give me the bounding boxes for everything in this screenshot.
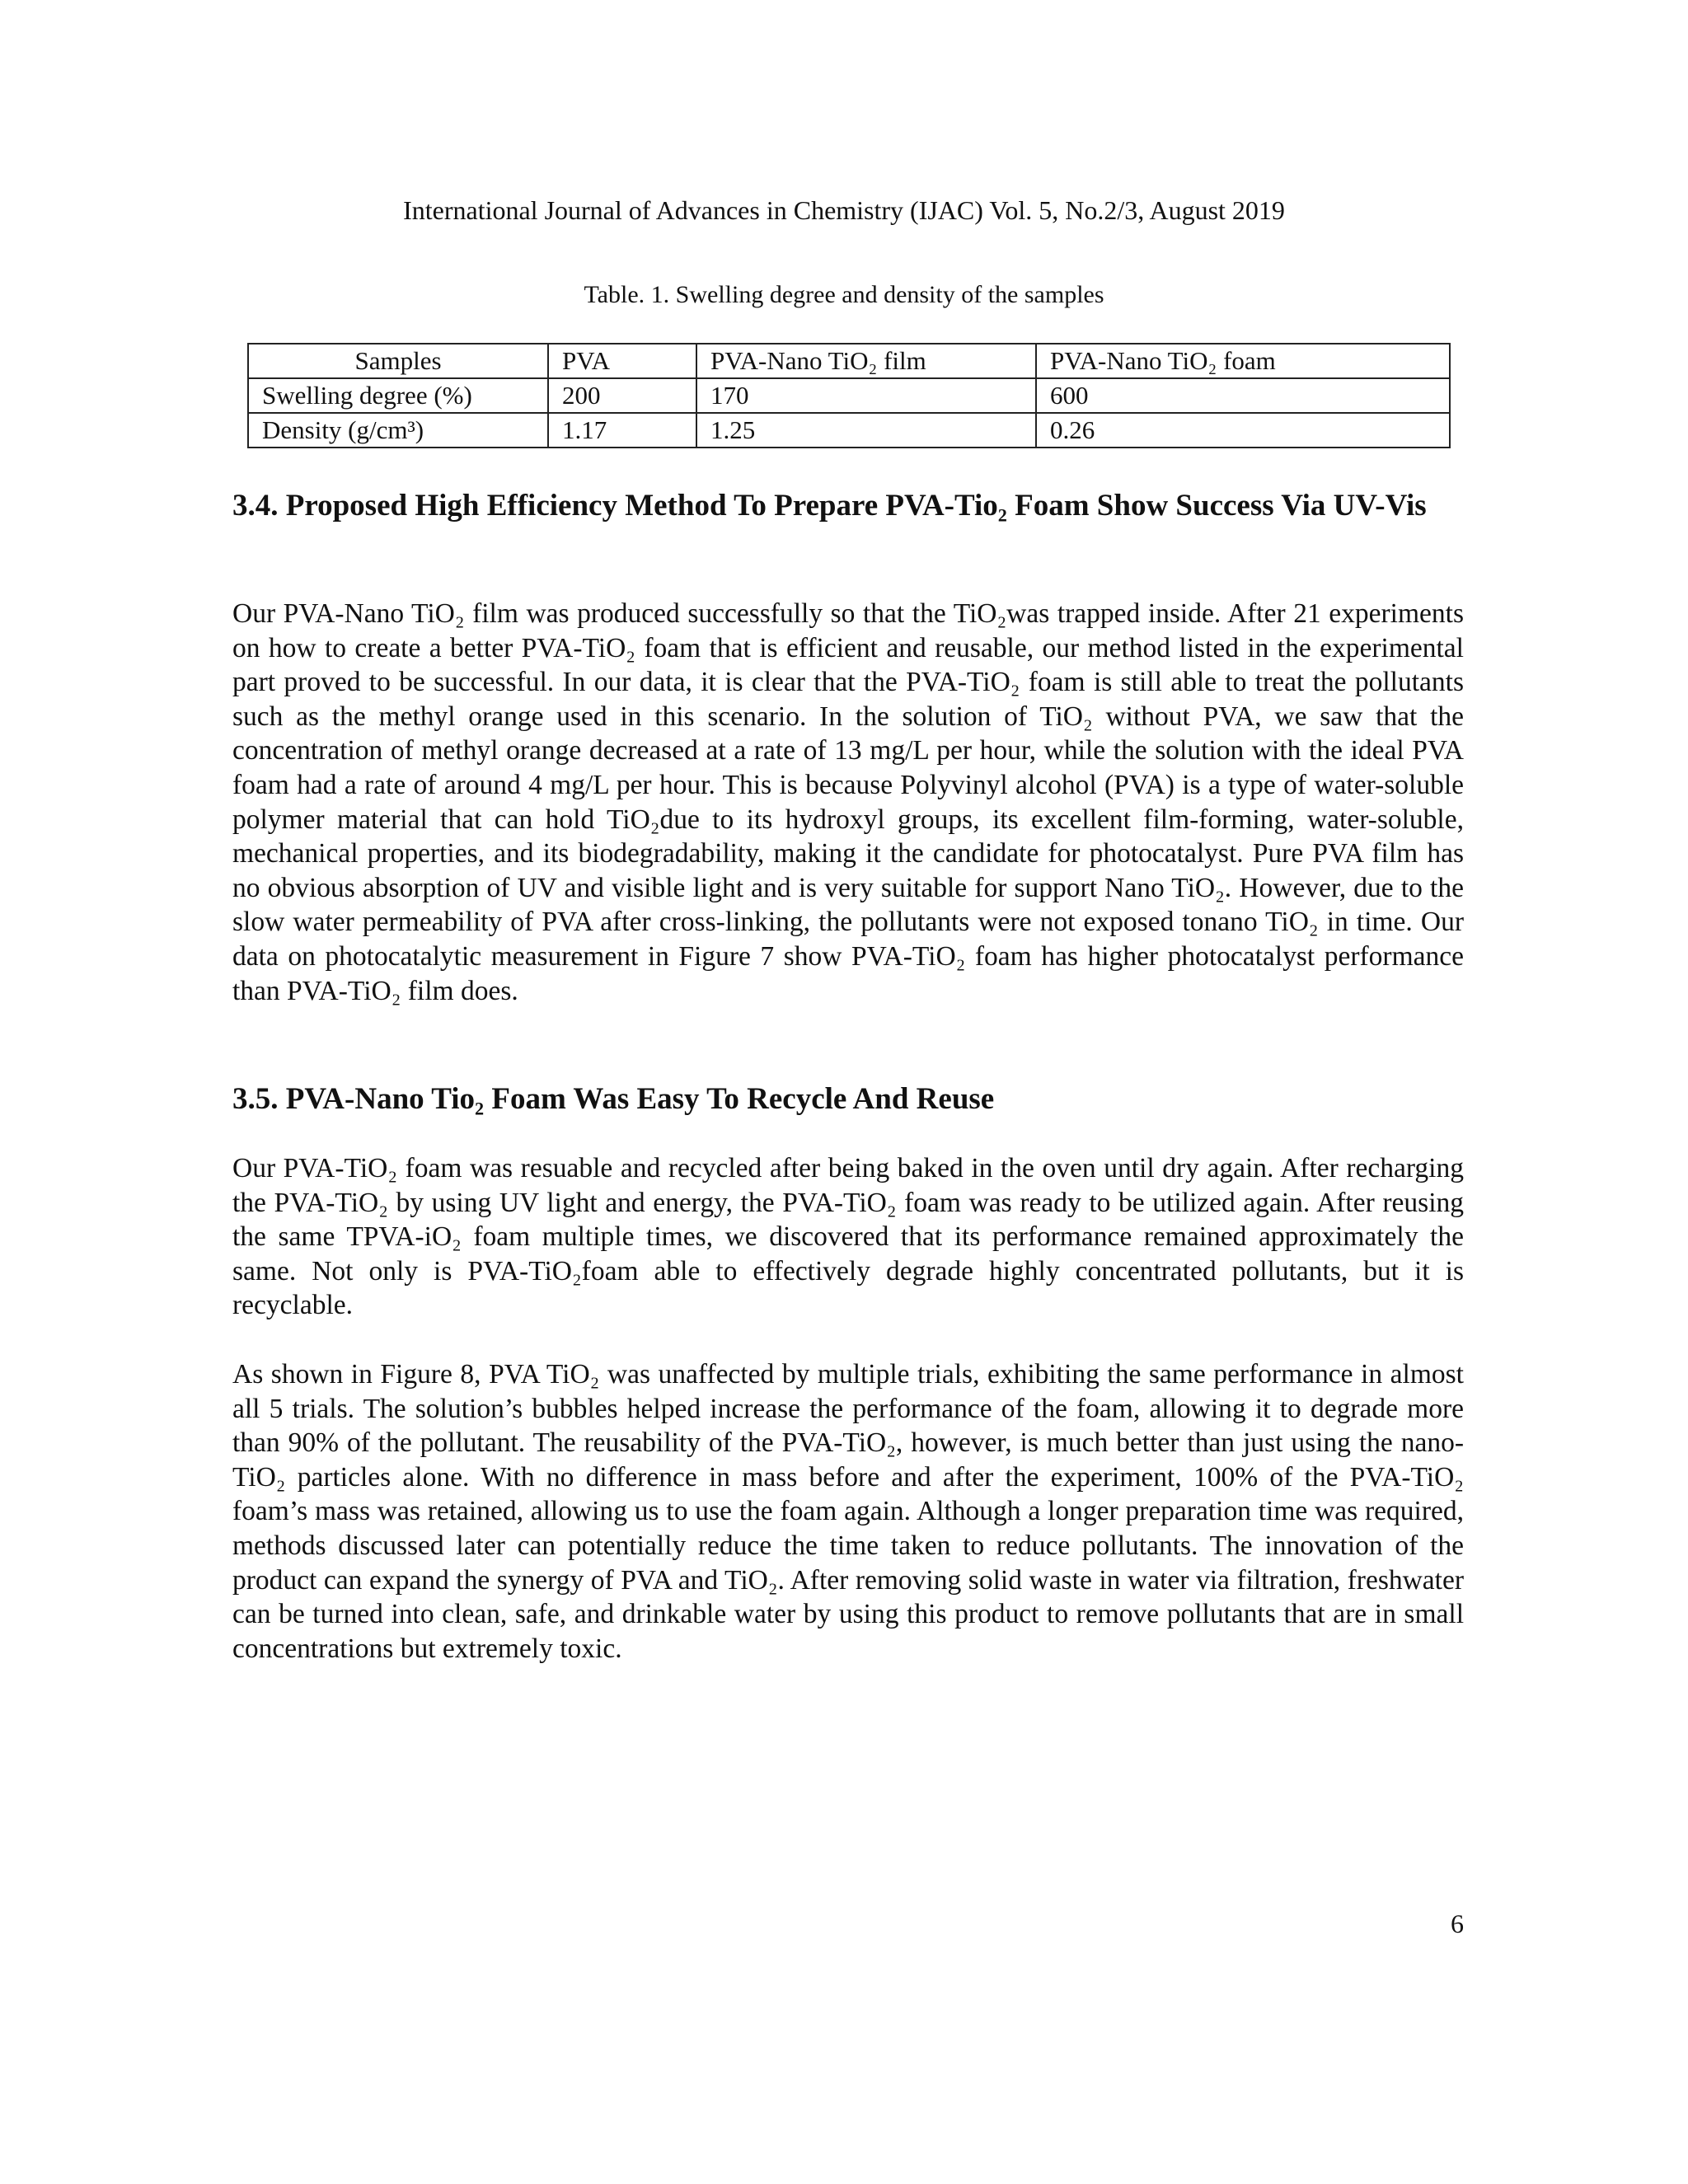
table-column-header: Samples <box>248 344 548 378</box>
table-cell: Density (g/cm³) <box>248 413 548 448</box>
body-paragraph: Our PVA-TiO₂ foam was resuable and recycled after being baked in the oven until dry again. After recharging the PVA-TiO₂ by using UV light and energy, the PVA-TiO₂ foam was ready to be utilized again. After reusing the same TPVA-iO₂ foam multiple times, we discovered that its performance remained approximately the same. Not only is PVA-TiO₂foam able to effectively degrade highly concentrated pollutants, but it is recyclable. <box>232 1153 1464 1321</box>
body-paragraph: Our PVA-Nano TiO₂ film was produced successfully so that the TiO₂was trapped inside. After 21 experiments on how to create a better PVA-TiO₂ foam that is efficient and reusable, our method listed in the experimental part proved to be successful. In our data, it is clear that the PVA-TiO₂ foam is still able to treat the pollutants such as the methyl orange used in this scenario. In the solution of TiO₂ without PVA, we saw that the concentration of methyl orange decreased at a rate of 13 mg/L per hour, while the solution with the ideal PVA foam had a rate of around 4 mg/L per hour. This is because Polyvinyl alcohol (PVA) is a type of water-soluble polymer material that can hold TiO₂due to its hydroxyl groups, its excellent film-forming, water-soluble, mechanical properties, and its biodegradability, making it the candidate for photocatalyst. Pure PVA film has no obvious absorption of UV and visible light and is very suitable for support Nano TiO₂. However, due to the slow water permeability of PVA after cross-linking, the pollutants were not exposed tonano TiO₂ in time. Our data on photocatalytic measurement in Figure 7 show PVA-TiO₂ foam has higher photocatalyst performance than PVA-TiO₂ film does. <box>232 598 1464 1006</box>
table-cell: 1.25 <box>696 413 1036 448</box>
table-cell: 1.17 <box>548 413 696 448</box>
table-cell: 600 <box>1036 378 1450 413</box>
table-cell: 0.26 <box>1036 413 1450 448</box>
section-heading: 3.5. PVA-Nano Tio₂ Foam Was Easy To Recycle And Reuse <box>232 1082 995 1116</box>
section-heading: 3.4. Proposed High Efficiency Method To Prepare PVA-Tio₂ Foam Show Success Via UV-Vis <box>232 489 1427 523</box>
table-column-header: PVA <box>548 344 696 378</box>
section-3-4 <box>232 488 1464 523</box>
table-header-row <box>248 344 1450 378</box>
running-header: International Journal of Advances in Chemistry (IJAC) Vol. 5, No.2/3, August 2019 <box>403 195 1285 225</box>
table-column-header: PVA-Nano TiO₂ film <box>696 344 1036 378</box>
section-3-5 <box>232 1081 1464 1117</box>
table-cell: 170 <box>696 378 1036 413</box>
body-paragraph: As shown in Figure 8, PVA TiO₂ was unaffected by multiple trials, exhibiting the same performance in almost all 5 trials. The solution’s bubbles helped increase the performance of the foam, allowing it to degrade more than 90% of the pollutant. The reusability of the PVA-TiO₂, however, is much better than just using the nano-TiO₂ particles alone. With no difference in mass before and after the experiment, 100% of the PVA-TiO₂ foam’s mass was retained, allowing us to use the foam again. Although a longer preparation time was required, methods discussed later can potentially reduce the time taken to reduce pollutants. The innovation of the product can expand the synergy of PVA and TiO₂. After removing solid waste in water via filtration, freshwater can be turned into clean, safe, and drinkable water by using this product to remove pollutants that are in small concentrations but extremely toxic. <box>232 1359 1464 1664</box>
section-3-5-body <box>232 1151 1464 1323</box>
table-row <box>248 413 1450 448</box>
table-row <box>248 378 1450 413</box>
swelling-density-table <box>247 343 1451 448</box>
table-cell: 200 <box>548 378 696 413</box>
section-3-5-body-2 <box>232 1357 1464 1666</box>
table-caption: Table. 1. Swelling degree and density of the samples <box>584 281 1104 308</box>
table-cell: Swelling degree (%) <box>248 378 548 413</box>
section-3-4-body <box>232 597 1464 1008</box>
page-number: 6 <box>1451 1909 1464 1938</box>
table-column-header: PVA-Nano TiO₂ foam <box>1036 344 1450 378</box>
